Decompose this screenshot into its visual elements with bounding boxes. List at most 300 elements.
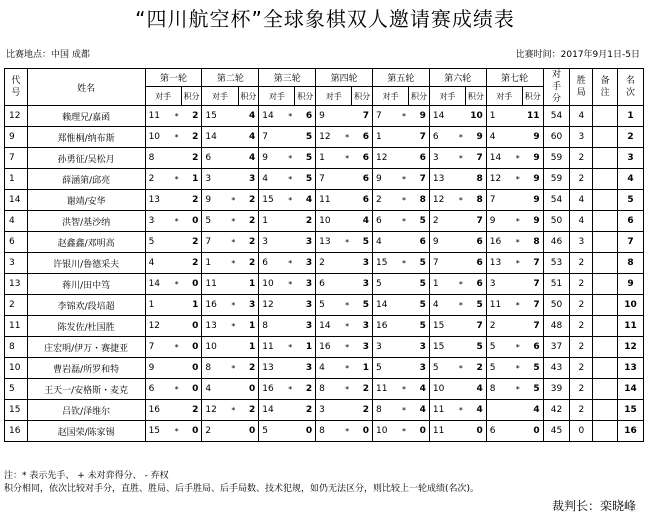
opponent-cell: 14 [316, 316, 343, 337]
opp-subheader: 对手 [202, 87, 238, 106]
first-move-cell: * [229, 232, 238, 253]
first-move-cell [172, 295, 181, 316]
first-move-cell [399, 358, 408, 379]
opp-pts-cell: 46 [543, 232, 570, 253]
opponent-cell: 8 [259, 316, 286, 337]
wins-cell: 2 [570, 169, 593, 190]
first-move-cell: * [399, 253, 408, 274]
first-move-cell: * [286, 274, 295, 295]
points-cell: 3 [352, 274, 373, 295]
rank-cell: 2 [617, 127, 643, 148]
points-cell: 9 [522, 148, 543, 169]
points-cell: 0 [181, 274, 202, 295]
table-row [5, 211, 644, 232]
points-cell: 7 [522, 253, 543, 274]
opponent-cell: 12 [202, 400, 229, 421]
opp-pts-cell: 43 [543, 358, 570, 379]
points-cell: 5 [352, 295, 373, 316]
points-cell: 4 [238, 148, 259, 169]
first-move-cell [513, 106, 522, 127]
round-header: 第七轮 [486, 69, 543, 87]
first-move-cell [343, 190, 352, 211]
opponent-cell: 8 [316, 421, 343, 442]
points-cell: 5 [522, 379, 543, 400]
points-cell: 1 [295, 337, 316, 358]
opp-pts-cell: 54 [543, 190, 570, 211]
wins-cell: 4 [570, 211, 593, 232]
first-move-cell [172, 190, 181, 211]
opponent-cell: 12 [486, 169, 513, 190]
first-move-cell: * [172, 106, 181, 127]
table-row [5, 190, 644, 211]
rank-cell: 5 [617, 190, 643, 211]
name-header: 姓名 [27, 69, 145, 106]
points-cell: 9 [522, 169, 543, 190]
points-cell: 3 [352, 253, 373, 274]
first-move-cell: * [343, 337, 352, 358]
first-move-cell [399, 232, 408, 253]
first-move-cell [286, 295, 295, 316]
opponent-cell: 13 [316, 232, 343, 253]
remark-cell [593, 106, 618, 127]
opponent-cell: 15 [145, 421, 172, 442]
remark-cell [593, 253, 618, 274]
opponent-cell: 6 [429, 127, 456, 148]
points-cell: 4 [238, 106, 259, 127]
opp-pts-cell: 39 [543, 379, 570, 400]
first-move-cell [456, 379, 465, 400]
first-move-cell: * [399, 379, 408, 400]
first-move-cell: * [399, 421, 408, 442]
first-move-cell: * [172, 379, 181, 400]
opponent-cell: 3 [316, 400, 343, 421]
first-move-cell: * [229, 400, 238, 421]
first-move-cell: * [513, 253, 522, 274]
first-move-cell [172, 232, 181, 253]
first-move-cell [456, 253, 465, 274]
first-move-cell: * [172, 211, 181, 232]
opponent-cell: 7 [316, 169, 343, 190]
opponent-cell: 1 [259, 211, 286, 232]
pts-subheader: 积分 [522, 87, 543, 106]
opponent-cell: 13 [259, 358, 286, 379]
points-cell: 11 [522, 106, 543, 127]
first-move-cell [513, 316, 522, 337]
points-cell: 3 [295, 316, 316, 337]
rank-cell: 9 [617, 274, 643, 295]
seq-cell: 1 [5, 169, 28, 190]
opponent-cell: 14 [202, 127, 229, 148]
opponent-cell: 10 [316, 211, 343, 232]
points-cell: 4 [352, 211, 373, 232]
remark-cell [593, 190, 618, 211]
points-cell: 8 [522, 232, 543, 253]
first-move-cell [456, 316, 465, 337]
opponent-cell: 7 [429, 253, 456, 274]
opponent-cell: 11 [145, 106, 172, 127]
seq-cell: 6 [5, 232, 28, 253]
referee: 裁判长：栾晓峰 [551, 499, 636, 513]
table-row [5, 379, 644, 400]
opp-pts-header: 对 手 分 [543, 69, 570, 106]
first-move-cell [399, 295, 408, 316]
opponent-cell: 7 [145, 337, 172, 358]
first-move-cell: * [343, 148, 352, 169]
seq-cell: 16 [5, 421, 28, 442]
opponent-cell: 9 [202, 190, 229, 211]
round-header: 第五轮 [373, 69, 430, 87]
opponent-cell: 5 [259, 421, 286, 442]
rank-cell: 7 [617, 232, 643, 253]
opponent-cell: 9 [373, 169, 400, 190]
first-move-cell [229, 169, 238, 190]
seq-cell: 13 [5, 274, 28, 295]
opponent-cell: 5 [486, 358, 513, 379]
opponent-cell: 5 [429, 358, 456, 379]
first-move-cell: * [229, 211, 238, 232]
name-cell: 郑惟桐/纳布斯 [27, 127, 145, 148]
opponent-cell: 6 [145, 379, 172, 400]
rank-cell: 13 [617, 358, 643, 379]
first-move-cell: * [513, 379, 522, 400]
page-title: “四川航空杯”全球象棋双人邀请赛成绩表 [135, 7, 515, 31]
table-row [5, 253, 644, 274]
table-row [5, 421, 644, 442]
points-cell: 2 [238, 232, 259, 253]
points-cell: 2 [295, 211, 316, 232]
opponent-cell: 2 [316, 253, 343, 274]
first-move-cell: * [456, 148, 465, 169]
opponent-cell: 4 [316, 358, 343, 379]
remark-cell [593, 379, 618, 400]
points-cell: 5 [466, 295, 487, 316]
opponent-cell: 13 [202, 316, 229, 337]
first-move-cell: * [343, 379, 352, 400]
first-move-cell: * [229, 190, 238, 211]
wins-cell: 2 [570, 274, 593, 295]
points-cell: 2 [181, 400, 202, 421]
points-cell: 2 [295, 400, 316, 421]
points-cell: 9 [522, 211, 543, 232]
seq-cell: 11 [5, 316, 28, 337]
date: 比赛时间：2017年9月1日-5日 [515, 50, 640, 60]
points-cell: 0 [352, 421, 373, 442]
opponent-cell: 8 [486, 379, 513, 400]
points-cell: 7 [352, 106, 373, 127]
first-move-cell: * [456, 190, 465, 211]
pts-subheader: 积分 [352, 87, 373, 106]
first-move-cell: * [456, 400, 465, 421]
points-cell: 2 [181, 127, 202, 148]
points-cell: 4 [466, 379, 487, 400]
opponent-cell: 7 [202, 232, 229, 253]
first-move-cell: * [399, 190, 408, 211]
opponent-cell: 16 [373, 316, 400, 337]
opponent-cell: 10 [202, 337, 229, 358]
round-header: 第二轮 [202, 69, 259, 87]
first-move-cell [399, 148, 408, 169]
first-move-cell: * [513, 211, 522, 232]
opponent-cell: 13 [429, 169, 456, 190]
wins-cell: 2 [570, 253, 593, 274]
points-cell: 3 [295, 253, 316, 274]
round-header: 第一轮 [145, 69, 202, 87]
points-cell: 9 [466, 127, 487, 148]
opponent-cell: 3 [486, 274, 513, 295]
name-cell: 王天一/安格斯・麦克 [27, 379, 145, 400]
opp-subheader: 对手 [316, 87, 352, 106]
opp-subheader: 对手 [429, 87, 465, 106]
points-cell: 3 [238, 295, 259, 316]
points-cell: 0 [181, 358, 202, 379]
first-move-cell [172, 148, 181, 169]
opponent-cell: 14 [145, 274, 172, 295]
first-move-cell [172, 358, 181, 379]
wins-cell: 4 [570, 190, 593, 211]
opponent-cell: 15 [373, 253, 400, 274]
opponent-cell: 2 [486, 316, 513, 337]
first-move-cell: * [399, 400, 408, 421]
first-move-cell [343, 211, 352, 232]
round-header: 第三轮 [259, 69, 316, 87]
points-cell: 2 [181, 190, 202, 211]
points-cell: 7 [522, 316, 543, 337]
first-move-cell [456, 106, 465, 127]
opponent-cell: 5 [373, 358, 400, 379]
seq-cell: 15 [5, 400, 28, 421]
opponent-cell: 10 [429, 379, 456, 400]
first-move-cell [456, 211, 465, 232]
opponent-cell: 11 [486, 295, 513, 316]
opp-subheader: 对手 [373, 87, 409, 106]
points-cell: 5 [466, 337, 487, 358]
first-move-cell [343, 169, 352, 190]
opponent-cell: 1 [373, 127, 400, 148]
points-cell: 0 [295, 421, 316, 442]
points-cell: 2 [238, 400, 259, 421]
points-cell: 7 [466, 211, 487, 232]
points-cell: 2 [238, 253, 259, 274]
remark-cell [593, 295, 618, 316]
opponent-cell: 6 [373, 211, 400, 232]
opponent-cell: 5 [373, 274, 400, 295]
rank-cell: 8 [617, 253, 643, 274]
opponent-cell: 9 [145, 358, 172, 379]
opponent-cell: 4 [259, 169, 286, 190]
points-cell: 8 [466, 169, 487, 190]
points-cell: 6 [352, 148, 373, 169]
opponent-cell: 13 [486, 253, 513, 274]
points-cell: 1 [238, 316, 259, 337]
first-move-cell [286, 211, 295, 232]
seq-cell: 7 [5, 148, 28, 169]
first-move-cell: * [286, 148, 295, 169]
table-row [5, 358, 644, 379]
opponent-cell: 12 [316, 127, 343, 148]
first-move-cell: * [399, 169, 408, 190]
table-row [5, 106, 644, 127]
points-cell: 2 [352, 379, 373, 400]
opponent-cell: 14 [259, 106, 286, 127]
first-move-cell: * [229, 316, 238, 337]
points-cell: 2 [238, 211, 259, 232]
opponent-cell: 11 [259, 337, 286, 358]
first-move-cell [513, 127, 522, 148]
points-cell: 1 [181, 295, 202, 316]
remark-header: 备 注 [593, 69, 618, 106]
rank-cell: 12 [617, 337, 643, 358]
wins-cell: 3 [570, 232, 593, 253]
name-cell: 孙勇征/吴松月 [27, 148, 145, 169]
name-cell: 吕钦/泽维尔 [27, 400, 145, 421]
opponent-cell: 2 [373, 190, 400, 211]
points-cell: 6 [352, 127, 373, 148]
first-move-cell: * [399, 106, 408, 127]
wins-cell: 2 [570, 295, 593, 316]
points-cell: 2 [181, 253, 202, 274]
opponent-cell: 4 [145, 253, 172, 274]
name-cell: 洪智/基沙纳 [27, 211, 145, 232]
points-cell: 0 [522, 421, 543, 442]
first-move-cell: * [343, 232, 352, 253]
opp-pts-cell: 37 [543, 337, 570, 358]
first-move-cell [343, 274, 352, 295]
opp-pts-cell: 42 [543, 400, 570, 421]
opponent-cell: 4 [373, 232, 400, 253]
note-line: 积分相同，依次比较对手分，直胜、胜局、后手胜局、后手局数、技术犯规，如仍无法区分，则比较上一轮成绩(名次)。 [4, 484, 480, 494]
opponent-cell: 7 [486, 190, 513, 211]
wins-header: 胜 局 [570, 69, 593, 106]
wins-cell: 2 [570, 400, 593, 421]
first-move-cell [172, 253, 181, 274]
points-cell: 8 [466, 190, 487, 211]
first-move-cell: * [286, 379, 295, 400]
points-cell: 4 [238, 127, 259, 148]
first-move-cell: * [343, 358, 352, 379]
remark-cell [593, 232, 618, 253]
rank-header: 名 次 [617, 69, 643, 106]
first-move-cell [513, 190, 522, 211]
rank-cell: 6 [617, 211, 643, 232]
opponent-cell: 15 [429, 337, 456, 358]
remark-cell [593, 127, 618, 148]
wins-cell: 2 [570, 358, 593, 379]
opponent-cell: 3 [259, 232, 286, 253]
opponent-cell: 12 [429, 190, 456, 211]
first-move-cell [343, 400, 352, 421]
wins-cell: 2 [570, 148, 593, 169]
points-cell: 5 [352, 232, 373, 253]
points-cell: 5 [522, 358, 543, 379]
opponent-cell: 11 [202, 274, 229, 295]
first-move-cell: * [286, 169, 295, 190]
name-cell: 赵鑫鑫/邓明高 [27, 232, 145, 253]
opponent-cell: 12 [145, 316, 172, 337]
points-cell: 1 [238, 274, 259, 295]
points-cell: 0 [181, 421, 202, 442]
opponent-cell: 9 [259, 148, 286, 169]
note-line: 注：* 表示先手、 + 未对弈得分、 - 弃权 [4, 471, 169, 481]
opponent-cell: 1 [486, 106, 513, 127]
remark-cell [593, 148, 618, 169]
first-move-cell [399, 127, 408, 148]
opponent-cell: 5 [202, 211, 229, 232]
seq-cell: 3 [5, 253, 28, 274]
table-row [5, 400, 644, 421]
opp-pts-cell: 59 [543, 169, 570, 190]
opponent-cell: 1 [316, 148, 343, 169]
remark-cell [593, 211, 618, 232]
opponent-cell: 9 [316, 106, 343, 127]
opponent-cell: 14 [373, 295, 400, 316]
first-move-cell [456, 337, 465, 358]
opponent-cell: 6 [486, 421, 513, 442]
opponent-cell: 11 [316, 190, 343, 211]
first-move-cell [513, 421, 522, 442]
points-cell: 8 [409, 190, 430, 211]
seq-cell: 5 [5, 379, 28, 400]
first-move-cell [399, 274, 408, 295]
points-cell: 3 [238, 169, 259, 190]
opponent-cell: 15 [259, 190, 286, 211]
seq-cell: 9 [5, 127, 28, 148]
opponent-cell: 8 [316, 379, 343, 400]
first-move-cell: * [286, 190, 295, 211]
seq-header: 代 号 [5, 69, 28, 106]
points-cell: 5 [409, 316, 430, 337]
points-cell: 0 [181, 337, 202, 358]
rank-cell: 16 [617, 421, 643, 442]
first-move-cell [286, 358, 295, 379]
opponent-cell [486, 400, 513, 421]
points-cell: 6 [352, 190, 373, 211]
opponent-cell: 6 [316, 274, 343, 295]
points-cell: 9 [522, 127, 543, 148]
points-cell: 0 [181, 211, 202, 232]
opponent-cell: 7 [259, 127, 286, 148]
points-cell: 5 [295, 169, 316, 190]
name-cell: 蒋川/田中笃 [27, 274, 145, 295]
points-cell: 0 [409, 421, 430, 442]
first-move-cell: * [456, 358, 465, 379]
remark-cell [593, 169, 618, 190]
remark-cell [593, 421, 618, 442]
seq-cell: 8 [5, 337, 28, 358]
first-move-cell [286, 421, 295, 442]
rank-cell: 1 [617, 106, 643, 127]
points-cell: 3 [409, 358, 430, 379]
first-move-cell [229, 337, 238, 358]
rank-cell: 14 [617, 379, 643, 400]
opponent-cell: 3 [145, 211, 172, 232]
notes [4, 470, 479, 496]
opp-pts-cell: 54 [543, 106, 570, 127]
pts-subheader: 积分 [295, 87, 316, 106]
seq-cell: 4 [5, 211, 28, 232]
opponent-cell: 1 [202, 253, 229, 274]
opp-pts-cell: 48 [543, 316, 570, 337]
opponent-cell: 4 [202, 379, 229, 400]
opponent-cell: 6 [202, 148, 229, 169]
wins-cell: 2 [570, 379, 593, 400]
points-cell: 7 [522, 274, 543, 295]
name-cell: 赖理兄/嘉函 [27, 106, 145, 127]
remark-cell [593, 316, 618, 337]
points-cell: 0 [238, 421, 259, 442]
points-cell: 0 [181, 316, 202, 337]
first-move-cell: * [343, 295, 352, 316]
opponent-cell: 12 [373, 148, 400, 169]
